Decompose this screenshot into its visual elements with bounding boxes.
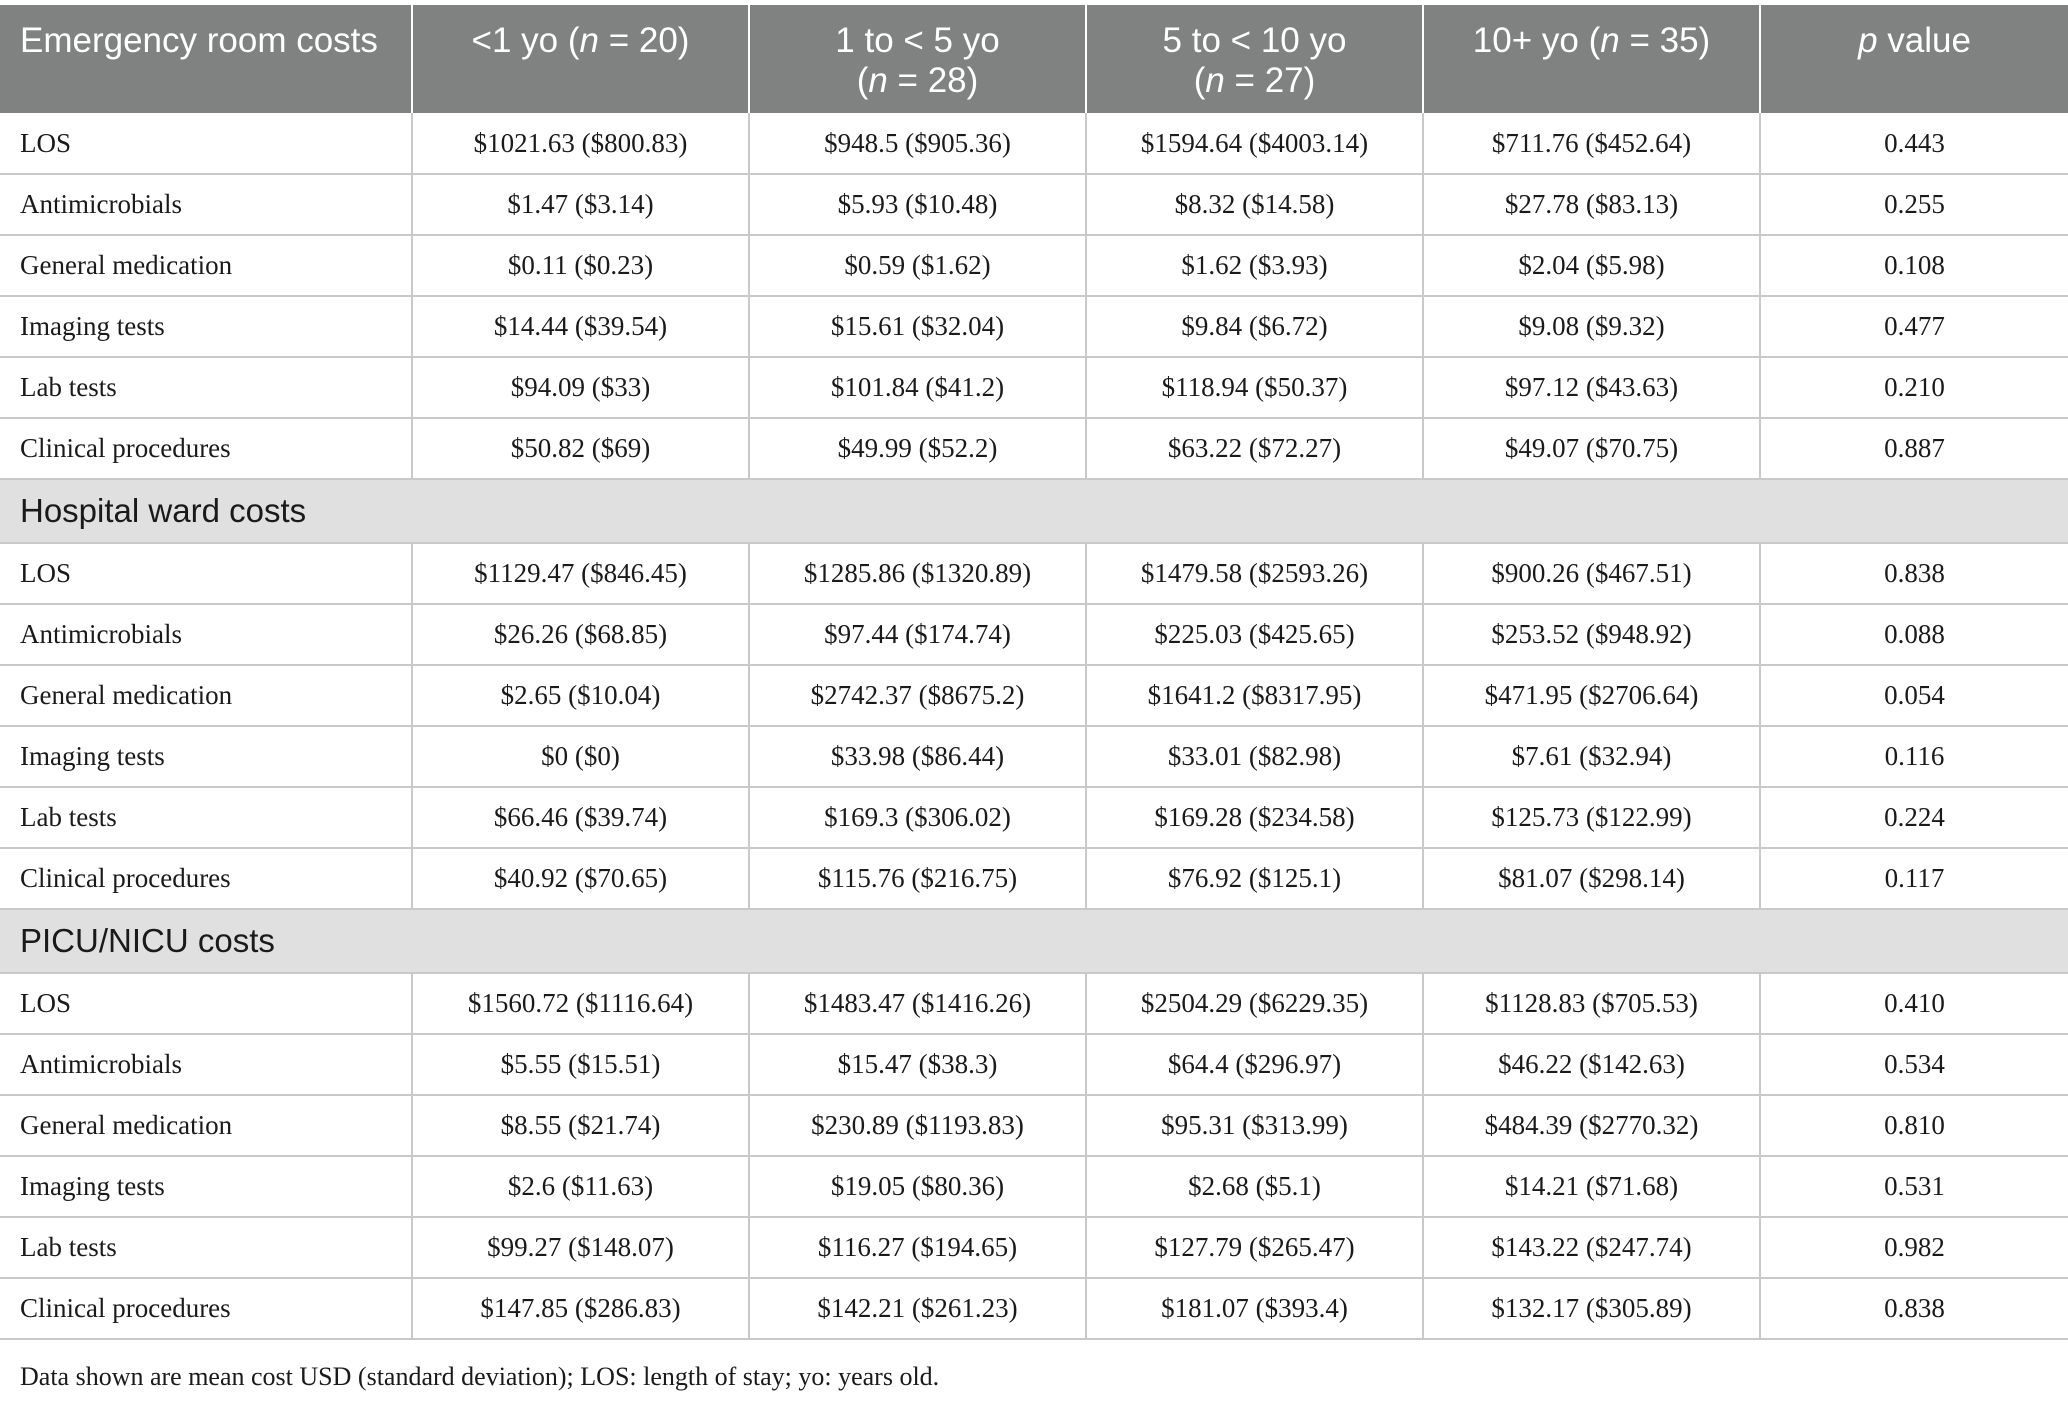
- p-value-cell: 0.887: [1760, 418, 2068, 479]
- table-body: [0, 113, 2068, 1339]
- cost-cell: $118.94 ($50.37): [1086, 357, 1423, 418]
- row-label: Clinical procedures: [0, 1278, 412, 1339]
- cost-cell: $50.82 ($69): [412, 418, 749, 479]
- cost-cell: $15.61 ($32.04): [749, 296, 1086, 357]
- header-p-value: p value: [1760, 5, 2068, 113]
- table-footnote: Data shown are mean cost USD (standard deviation); LOS: length of stay; yo: years old.: [20, 1362, 940, 1391]
- p-value-cell: 0.116: [1760, 726, 2068, 787]
- section-header-row: [0, 479, 2068, 543]
- table-row: [0, 357, 2068, 418]
- p-value-cell: 0.255: [1760, 174, 2068, 235]
- cost-cell: $63.22 ($72.27): [1086, 418, 1423, 479]
- table-row: [0, 1156, 2068, 1217]
- cost-cell: $27.78 ($83.13): [1423, 174, 1760, 235]
- header-category: Emergency room costs: [0, 5, 412, 113]
- cost-cell: $0.11 ($0.23): [412, 235, 749, 296]
- cost-cell: $230.89 ($1193.83): [749, 1095, 1086, 1156]
- p-value-cell: 0.838: [1760, 1278, 2068, 1339]
- row-label: Lab tests: [0, 1217, 412, 1278]
- cost-cell: $94.09 ($33): [412, 357, 749, 418]
- p-value-cell: 0.810: [1760, 1095, 2068, 1156]
- cost-cell: $169.28 ($234.58): [1086, 787, 1423, 848]
- cost-table: [0, 5, 2068, 1340]
- row-label: Lab tests: [0, 357, 412, 418]
- p-value-cell: 0.108: [1760, 235, 2068, 296]
- cost-cell: $19.05 ($80.36): [749, 1156, 1086, 1217]
- cost-cell: $46.22 ($142.63): [1423, 1034, 1760, 1095]
- cost-cell: $97.12 ($43.63): [1423, 357, 1760, 418]
- cost-cell: $26.26 ($68.85): [412, 604, 749, 665]
- table-row: [0, 973, 2068, 1034]
- section-title: Hospital ward costs: [0, 479, 2068, 543]
- cost-cell: $2.65 ($10.04): [412, 665, 749, 726]
- cost-cell: $900.26 ($467.51): [1423, 543, 1760, 604]
- cost-cell: $9.08 ($9.32): [1423, 296, 1760, 357]
- cost-cell: $66.46 ($39.74): [412, 787, 749, 848]
- cost-cell: $40.92 ($70.65): [412, 848, 749, 909]
- cost-cell: $14.21 ($71.68): [1423, 1156, 1760, 1217]
- row-label: LOS: [0, 543, 412, 604]
- cost-cell: $7.61 ($32.94): [1423, 726, 1760, 787]
- cost-cell: $132.17 ($305.89): [1423, 1278, 1760, 1339]
- cost-cell: $5.55 ($15.51): [412, 1034, 749, 1095]
- table-row: [0, 1034, 2068, 1095]
- cost-cell: $948.5 ($905.36): [749, 113, 1086, 174]
- cost-cell: $2.04 ($5.98): [1423, 235, 1760, 296]
- cost-cell: $1641.2 ($8317.95): [1086, 665, 1423, 726]
- cost-cell: $1594.64 ($4003.14): [1086, 113, 1423, 174]
- cost-table-container: [0, 5, 2068, 1340]
- p-value-cell: 0.117: [1760, 848, 2068, 909]
- table-row: [0, 1217, 2068, 1278]
- cost-cell: $127.79 ($265.47): [1086, 1217, 1423, 1278]
- cost-cell: $2.6 ($11.63): [412, 1156, 749, 1217]
- cost-cell: $99.27 ($148.07): [412, 1217, 749, 1278]
- cost-cell: $1483.47 ($1416.26): [749, 973, 1086, 1034]
- cost-cell: $143.22 ($247.74): [1423, 1217, 1760, 1278]
- cost-cell: $116.27 ($194.65): [749, 1217, 1086, 1278]
- p-value-cell: 0.443: [1760, 113, 2068, 174]
- row-label: Antimicrobials: [0, 174, 412, 235]
- cost-cell: $81.07 ($298.14): [1423, 848, 1760, 909]
- row-label: Antimicrobials: [0, 604, 412, 665]
- row-label: Lab tests: [0, 787, 412, 848]
- cost-cell: $9.84 ($6.72): [1086, 296, 1423, 357]
- table-row: [0, 665, 2068, 726]
- cost-cell: $97.44 ($174.74): [749, 604, 1086, 665]
- cost-cell: $33.98 ($86.44): [749, 726, 1086, 787]
- cost-cell: $49.99 ($52.2): [749, 418, 1086, 479]
- p-value-cell: 0.224: [1760, 787, 2068, 848]
- p-value-cell: 0.088: [1760, 604, 2068, 665]
- cost-cell: $64.4 ($296.97): [1086, 1034, 1423, 1095]
- cost-cell: $1479.58 ($2593.26): [1086, 543, 1423, 604]
- row-label: Imaging tests: [0, 1156, 412, 1217]
- cost-cell: $15.47 ($38.3): [749, 1034, 1086, 1095]
- row-label: LOS: [0, 113, 412, 174]
- cost-cell: $101.84 ($41.2): [749, 357, 1086, 418]
- p-value-cell: 0.534: [1760, 1034, 2068, 1095]
- cost-cell: $2504.29 ($6229.35): [1086, 973, 1423, 1034]
- cost-cell: $115.76 ($216.75): [749, 848, 1086, 909]
- row-label: Imaging tests: [0, 296, 412, 357]
- row-label: Antimicrobials: [0, 1034, 412, 1095]
- cost-cell: $147.85 ($286.83): [412, 1278, 749, 1339]
- p-value-cell: 0.210: [1760, 357, 2068, 418]
- cost-cell: $1129.47 ($846.45): [412, 543, 749, 604]
- table-row: [0, 726, 2068, 787]
- table-row: [0, 848, 2068, 909]
- header-age-10-plus: 10+ yo (n = 35): [1423, 5, 1760, 113]
- header-age-5-to-10: 5 to < 10 yo (n = 27): [1086, 5, 1423, 113]
- cost-cell: $0 ($0): [412, 726, 749, 787]
- section-title: PICU/NICU costs: [0, 909, 2068, 973]
- row-label: Clinical procedures: [0, 848, 412, 909]
- row-label: General medication: [0, 665, 412, 726]
- cost-cell: $76.92 ($125.1): [1086, 848, 1423, 909]
- cost-cell: $169.3 ($306.02): [749, 787, 1086, 848]
- table-row: [0, 1095, 2068, 1156]
- p-value-cell: 0.410: [1760, 973, 2068, 1034]
- row-label: Clinical procedures: [0, 418, 412, 479]
- cost-cell: $1.62 ($3.93): [1086, 235, 1423, 296]
- table-row: [0, 418, 2068, 479]
- row-label: General medication: [0, 1095, 412, 1156]
- cost-cell: $8.55 ($21.74): [412, 1095, 749, 1156]
- table-row: [0, 1278, 2068, 1339]
- cost-cell: $1285.86 ($1320.89): [749, 543, 1086, 604]
- cost-cell: $253.52 ($948.92): [1423, 604, 1760, 665]
- cost-cell: $2.68 ($5.1): [1086, 1156, 1423, 1217]
- cost-cell: $142.21 ($261.23): [749, 1278, 1086, 1339]
- row-label: Imaging tests: [0, 726, 412, 787]
- p-value-cell: 0.054: [1760, 665, 2068, 726]
- cost-cell: $484.39 ($2770.32): [1423, 1095, 1760, 1156]
- cost-cell: $8.32 ($14.58): [1086, 174, 1423, 235]
- cost-cell: $711.76 ($452.64): [1423, 113, 1760, 174]
- header-row: [0, 5, 2068, 113]
- cost-cell: $5.93 ($10.48): [749, 174, 1086, 235]
- table-row: [0, 787, 2068, 848]
- row-label: LOS: [0, 973, 412, 1034]
- cost-cell: $33.01 ($82.98): [1086, 726, 1423, 787]
- cost-cell: $471.95 ($2706.64): [1423, 665, 1760, 726]
- cost-cell: $225.03 ($425.65): [1086, 604, 1423, 665]
- cost-cell: $14.44 ($39.54): [412, 296, 749, 357]
- p-value-cell: 0.982: [1760, 1217, 2068, 1278]
- table-row: [0, 604, 2068, 665]
- cost-cell: $95.31 ($313.99): [1086, 1095, 1423, 1156]
- row-label: General medication: [0, 235, 412, 296]
- cost-cell: $0.59 ($1.62): [749, 235, 1086, 296]
- table-row: [0, 296, 2068, 357]
- section-header-row: [0, 909, 2068, 973]
- table-row: [0, 113, 2068, 174]
- table-row: [0, 235, 2068, 296]
- table-row: [0, 543, 2068, 604]
- p-value-cell: 0.838: [1760, 543, 2068, 604]
- cost-cell: $125.73 ($122.99): [1423, 787, 1760, 848]
- p-value-cell: 0.531: [1760, 1156, 2068, 1217]
- cost-cell: $1560.72 ($1116.64): [412, 973, 749, 1034]
- header-age-under-1: <1 yo (n = 20): [412, 5, 749, 113]
- cost-cell: $1128.83 ($705.53): [1423, 973, 1760, 1034]
- header-age-1-to-5: 1 to < 5 yo (n = 28): [749, 5, 1086, 113]
- cost-cell: $1.47 ($3.14): [412, 174, 749, 235]
- table-row: [0, 174, 2068, 235]
- cost-cell: $2742.37 ($8675.2): [749, 665, 1086, 726]
- p-value-cell: 0.477: [1760, 296, 2068, 357]
- cost-cell: $49.07 ($70.75): [1423, 418, 1760, 479]
- cost-cell: $181.07 ($393.4): [1086, 1278, 1423, 1339]
- cost-cell: $1021.63 ($800.83): [412, 113, 749, 174]
